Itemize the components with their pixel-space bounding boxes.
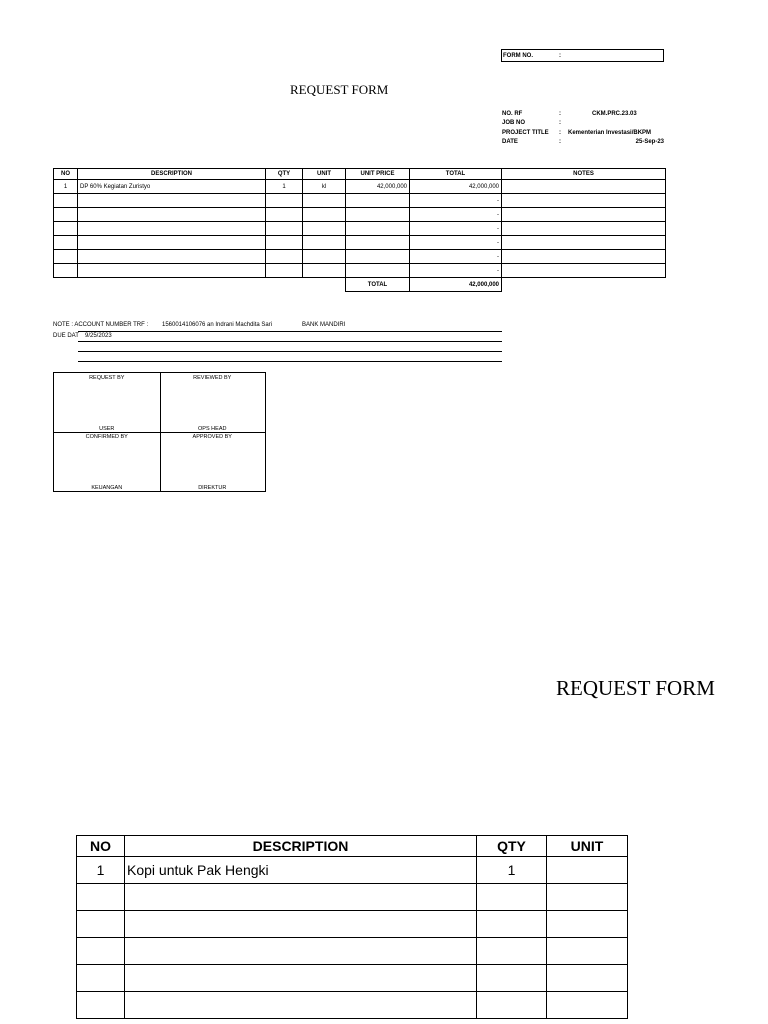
total-value: 42,000,000 [410, 278, 502, 292]
table-cell [303, 194, 346, 208]
table-row [54, 250, 666, 264]
column-header: DESCRIPTION [125, 836, 477, 857]
table-cell [502, 208, 666, 222]
signature-approve [160, 432, 266, 491]
table-cell [266, 208, 303, 222]
meta-label: JOB NO [502, 120, 526, 126]
table-cell [346, 264, 410, 278]
table-cell [346, 236, 410, 250]
account-number: 1560014106076 an Indrani Machdita Sari [162, 322, 273, 328]
second-items-table [76, 835, 628, 1019]
table-cell [502, 180, 666, 194]
note-line [78, 341, 502, 342]
meta-value: Kementerian Investasi/BKPM [568, 130, 652, 136]
table-cell [502, 250, 666, 264]
table-cell [77, 965, 125, 992]
column-header: TOTAL [410, 169, 502, 180]
table-cell [303, 222, 346, 236]
table-cell [54, 250, 78, 264]
table-cell: 1 [54, 180, 78, 194]
table-cell [125, 884, 477, 911]
meta-separator: : [559, 111, 561, 117]
table-cell [547, 938, 628, 965]
table-cell [346, 250, 410, 264]
due-date-value: 9/25/2023 [85, 333, 112, 339]
table-cell: - [410, 222, 502, 236]
table-cell [78, 222, 266, 236]
table-row [77, 965, 628, 992]
column-header: DESCRIPTION [78, 169, 266, 180]
table-cell [266, 264, 303, 278]
table-cell [266, 194, 303, 208]
table-cell [502, 264, 666, 278]
meta-row [502, 138, 666, 147]
table-cell [54, 236, 78, 250]
total-row [54, 278, 666, 292]
note-line [78, 331, 502, 332]
signature-bottom-label: DIREKTUR [198, 485, 227, 491]
table-cell [477, 992, 547, 1019]
table-cell: 1 [477, 857, 547, 884]
account-note-label: NOTE : ACCOUNT NUMBER TRF : [53, 322, 149, 328]
signature-bottom-label: USER [99, 426, 115, 432]
table-cell [78, 264, 266, 278]
signature-top-label: REQUEST BY [89, 375, 125, 381]
table-cell [54, 264, 78, 278]
second-page-title: REQUEST FORM [556, 676, 715, 700]
table-header-row [77, 836, 628, 857]
table-cell [346, 208, 410, 222]
table-cell [77, 992, 125, 1019]
table-cell [78, 208, 266, 222]
meta-row [502, 110, 666, 119]
table-cell: Kopi untuk Pak Hengki [125, 857, 477, 884]
table-cell [547, 992, 628, 1019]
table-cell: - [410, 236, 502, 250]
table-cell [54, 222, 78, 236]
table-cell [477, 938, 547, 965]
total-label: TOTAL [346, 278, 410, 292]
note-line [78, 351, 502, 352]
meta-row [502, 129, 666, 138]
column-header: NO [77, 836, 125, 857]
table-cell [78, 194, 266, 208]
table-cell [477, 911, 547, 938]
table-cell [54, 208, 78, 222]
table-row [77, 911, 628, 938]
note-line [78, 361, 502, 362]
table-header-row [54, 169, 666, 180]
meta-label: PROJECT TITLE [502, 130, 549, 136]
bank-name: BANK MANDIRI [302, 322, 346, 328]
column-header: UNIT PRICE [346, 169, 410, 180]
table-cell [303, 208, 346, 222]
table-cell [125, 938, 477, 965]
form-no-box [501, 49, 664, 62]
table-cell: - [410, 250, 502, 264]
table-cell [78, 236, 266, 250]
signature-bottom-label: OPS HEAD [198, 426, 227, 432]
table-cell [502, 222, 666, 236]
table-row [77, 992, 628, 1019]
table-cell: 1 [77, 857, 125, 884]
signature-top-label: APPROVED BY [192, 434, 232, 440]
table-cell [303, 264, 346, 278]
form-no-separator: : [559, 53, 561, 59]
signature-top-label: REVIEWED BY [193, 375, 232, 381]
table-row [54, 208, 666, 222]
signature-request [54, 373, 160, 432]
table-row [77, 857, 628, 884]
table-cell [125, 911, 477, 938]
column-header: QTY [477, 836, 547, 857]
table-row [54, 180, 666, 194]
table-cell [346, 222, 410, 236]
table-cell: - [410, 194, 502, 208]
column-header: QTY [266, 169, 303, 180]
table-cell: 42,000,000 [410, 180, 502, 194]
table-cell [477, 965, 547, 992]
column-header: UNIT [303, 169, 346, 180]
signature-box [53, 372, 266, 492]
table-cell: 1 [266, 180, 303, 194]
table-cell [346, 194, 410, 208]
request-items-table [53, 168, 666, 292]
table-row [77, 938, 628, 965]
table-row [54, 236, 666, 250]
table-cell [125, 992, 477, 1019]
signature-confirm [54, 432, 160, 491]
table-cell: DP 60% Kegiatan Zuristyo [78, 180, 266, 194]
meta-separator: : [559, 130, 561, 136]
table-cell [547, 857, 628, 884]
table-cell [77, 938, 125, 965]
table-cell: - [410, 208, 502, 222]
table-row [54, 222, 666, 236]
table-cell: kl [303, 180, 346, 194]
table-cell [303, 236, 346, 250]
table-cell [54, 194, 78, 208]
table-cell [78, 250, 266, 264]
table-cell: - [410, 264, 502, 278]
meta-value: CKM.PRC.23.03 [592, 111, 637, 117]
column-header: UNIT [547, 836, 628, 857]
due-date-label: DUE DAT [53, 333, 79, 339]
meta-separator: : [559, 139, 561, 145]
table-cell [477, 884, 547, 911]
table-cell [77, 884, 125, 911]
meta-label: DATE [502, 139, 518, 145]
table-row [54, 194, 666, 208]
signature-review [160, 373, 266, 432]
table-cell [266, 222, 303, 236]
table-cell [502, 236, 666, 250]
signature-bottom-label: KEUANGAN [91, 485, 123, 491]
column-header: NOTES [502, 169, 666, 180]
table-cell [77, 911, 125, 938]
page-title: REQUEST FORM [290, 82, 389, 97]
table-cell [125, 965, 477, 992]
table-row [77, 884, 628, 911]
table-row [54, 264, 666, 278]
meta-value: 25-Sep-23 [635, 139, 664, 145]
meta-row [502, 119, 666, 128]
table-cell [502, 194, 666, 208]
meta-separator: : [559, 120, 561, 126]
table-cell [303, 250, 346, 264]
table-cell: 42,000,000 [346, 180, 410, 194]
table-cell [266, 250, 303, 264]
table-cell [547, 965, 628, 992]
meta-label: NO. RF [502, 111, 523, 117]
form-no-label: FORM NO. [503, 53, 533, 59]
table-cell [547, 884, 628, 911]
table-cell [547, 911, 628, 938]
column-header: NO [54, 169, 78, 180]
table-cell [266, 236, 303, 250]
signature-top-label: CONFIRMED BY [85, 434, 128, 440]
